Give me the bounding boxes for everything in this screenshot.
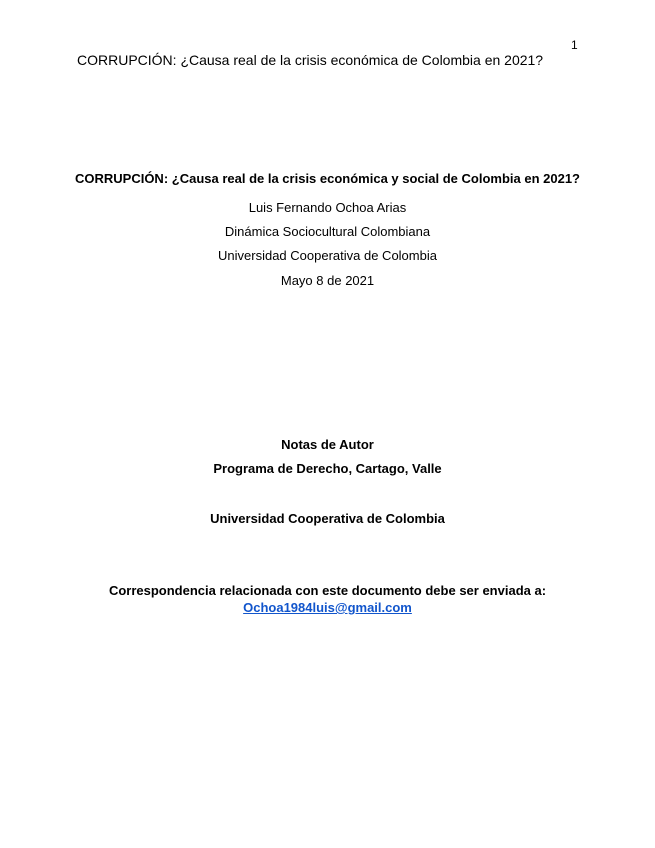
- institution-name: Universidad Cooperativa de Colombia: [218, 248, 437, 263]
- running-head: CORRUPCIÓN: ¿Causa real de la crisis económica de Colombia en 2021?: [77, 52, 544, 68]
- document-title: CORRUPCIÓN: ¿Causa real de la crisis económica y social de Colombia en 2021?: [74, 171, 580, 186]
- author-note-program: Programa de Derecho, Cartago, Valle: [213, 461, 442, 476]
- correspondence-email-line: [0, 600, 655, 615]
- author-note-university: Universidad Cooperativa de Colombia: [210, 511, 445, 526]
- page-number: 1: [571, 38, 578, 52]
- correspondence-text: Correspondencia relacionada con este documento debe ser enviada a:: [108, 583, 547, 598]
- document-date: Mayo 8 de 2021: [280, 273, 375, 288]
- email-link[interactable]: Ochoa1984luis@gmail.com: [243, 600, 412, 615]
- course-name: Dinámica Sociocultural Colombiana: [224, 224, 431, 239]
- author-note-heading: Notas de Autor: [281, 437, 374, 452]
- author-name: Luis Fernando Ochoa Arias: [248, 200, 407, 215]
